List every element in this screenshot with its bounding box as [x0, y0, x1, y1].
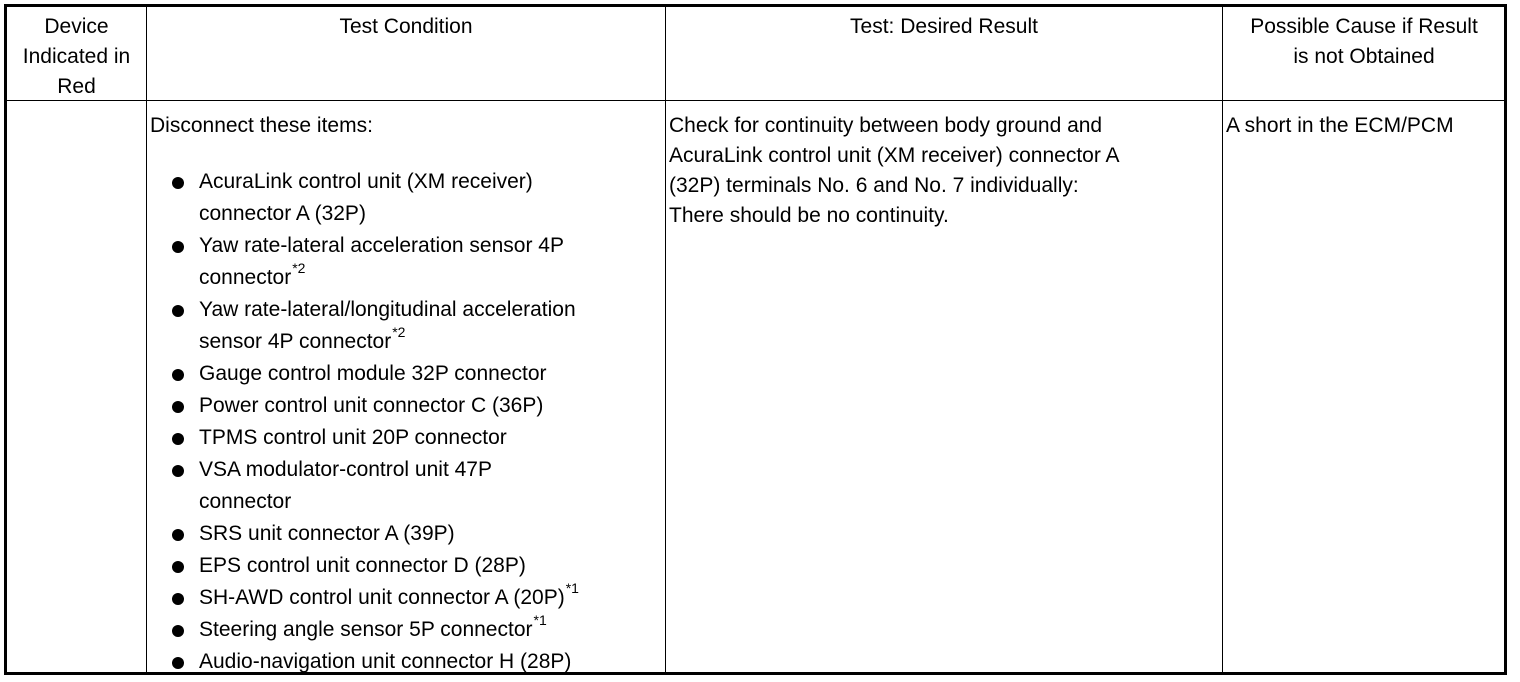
result-line: Check for continuity between body ground and: [669, 114, 1103, 137]
disconnect-item-line: AcuraLink control unit (XM receiver): [199, 170, 533, 193]
disconnect-item-line: Yaw rate-lateral acceleration sensor 4P: [199, 234, 564, 257]
bullet-icon: [172, 433, 184, 445]
disconnect-item-line: SH-AWD control unit connector A $(20P)^{*1}$: [199, 580, 579, 609]
disconnect-item-text: [199, 167, 679, 231]
header-cause-line: Possible Cause if Result: [1250, 15, 1478, 38]
result-line: AcuraLink control unit (XM receiver) connector A: [669, 144, 1120, 167]
bullet-icon: [172, 625, 184, 637]
header-device: [7, 12, 146, 102]
disconnect-item-line: sensor 4P connector$^{*2}$: [199, 324, 406, 353]
bullet-icon: [172, 369, 184, 381]
disconnect-item-line: connector$^{*2}$: [199, 260, 306, 289]
header-device-line: Red: [57, 75, 96, 98]
disconnect-item-text: [199, 551, 679, 583]
bullet-icon: [172, 561, 184, 573]
bullet-icon: [172, 177, 184, 189]
bullet-icon: [172, 401, 184, 413]
disconnect-item-line: Yaw rate-lateral/longitudinal acceleration: [199, 298, 576, 321]
bullet-icon: [172, 305, 184, 317]
header-test-condition: Test Condition: [339, 15, 473, 38]
column-divider: [146, 7, 147, 672]
disconnect-item-text: [199, 391, 679, 423]
desired-result-cell: [669, 111, 1221, 231]
disconnect-item-line: VSA modulator-control unit 47P: [199, 458, 492, 481]
bullet-icon: [172, 241, 184, 253]
disconnect-item-line: Power control unit connector C (36P): [199, 394, 544, 417]
bullet-icon: [172, 657, 184, 669]
bullet-icon: [172, 529, 184, 541]
footnote-marker: *2: [392, 324, 406, 340]
diagnostic-table: [4, 4, 1507, 675]
disconnect-item-text: [199, 359, 679, 391]
disconnect-item-line: connector: [199, 490, 292, 513]
disconnect-item-text: [199, 647, 679, 679]
condition-intro: Disconnect these items:: [150, 114, 373, 137]
disconnect-item-text: [199, 455, 679, 519]
disconnect-list: [150, 111, 664, 671]
header-possible-cause: [1223, 12, 1505, 72]
disconnect-item-line: Audio-navigation unit connector H (28P): [199, 650, 572, 673]
disconnect-item-line: Gauge control module 32P connector: [199, 362, 547, 385]
disconnect-item-line: TPMS control unit 20P connector: [199, 426, 507, 449]
header-desired-result: Test: Desired Result: [850, 15, 1038, 38]
footnote-marker: *2: [292, 260, 306, 276]
header-device-line: Device: [44, 15, 109, 38]
disconnect-item-line: SRS unit connector A (39P): [199, 522, 455, 545]
disconnect-item-text: [199, 423, 679, 455]
disconnect-item-line: Steering angle sensor 5P connector$^{*1}$: [199, 612, 547, 641]
header-cause-line: is not Obtained: [1293, 45, 1435, 68]
disconnect-item-text: [199, 519, 679, 551]
possible-cause-cell: A short in the ECM/PCM: [1226, 114, 1454, 137]
disconnect-item-text: [199, 580, 679, 615]
disconnect-item-line: connector A (32P): [199, 202, 366, 225]
disconnect-item-line: EPS control unit connector D (28P): [199, 554, 526, 577]
footnote-marker: *1: [565, 580, 579, 596]
test-condition-cell: [150, 111, 664, 671]
bullet-icon: [172, 593, 184, 605]
column-divider: [1222, 7, 1223, 672]
disconnect-item-text: [199, 231, 679, 295]
device-cell: [7, 101, 146, 672]
header-device-line: Indicated in: [22, 45, 131, 68]
header-divider: [7, 100, 1504, 101]
footnote-marker: *1: [533, 612, 547, 628]
disconnect-item-text: [199, 612, 679, 647]
result-line: There should be no continuity.: [669, 204, 949, 227]
disconnect-item-text: [199, 295, 679, 359]
bullet-icon: [172, 465, 184, 477]
result-line: (32P) terminals No. 6 and No. 7 individually:: [669, 174, 1079, 197]
